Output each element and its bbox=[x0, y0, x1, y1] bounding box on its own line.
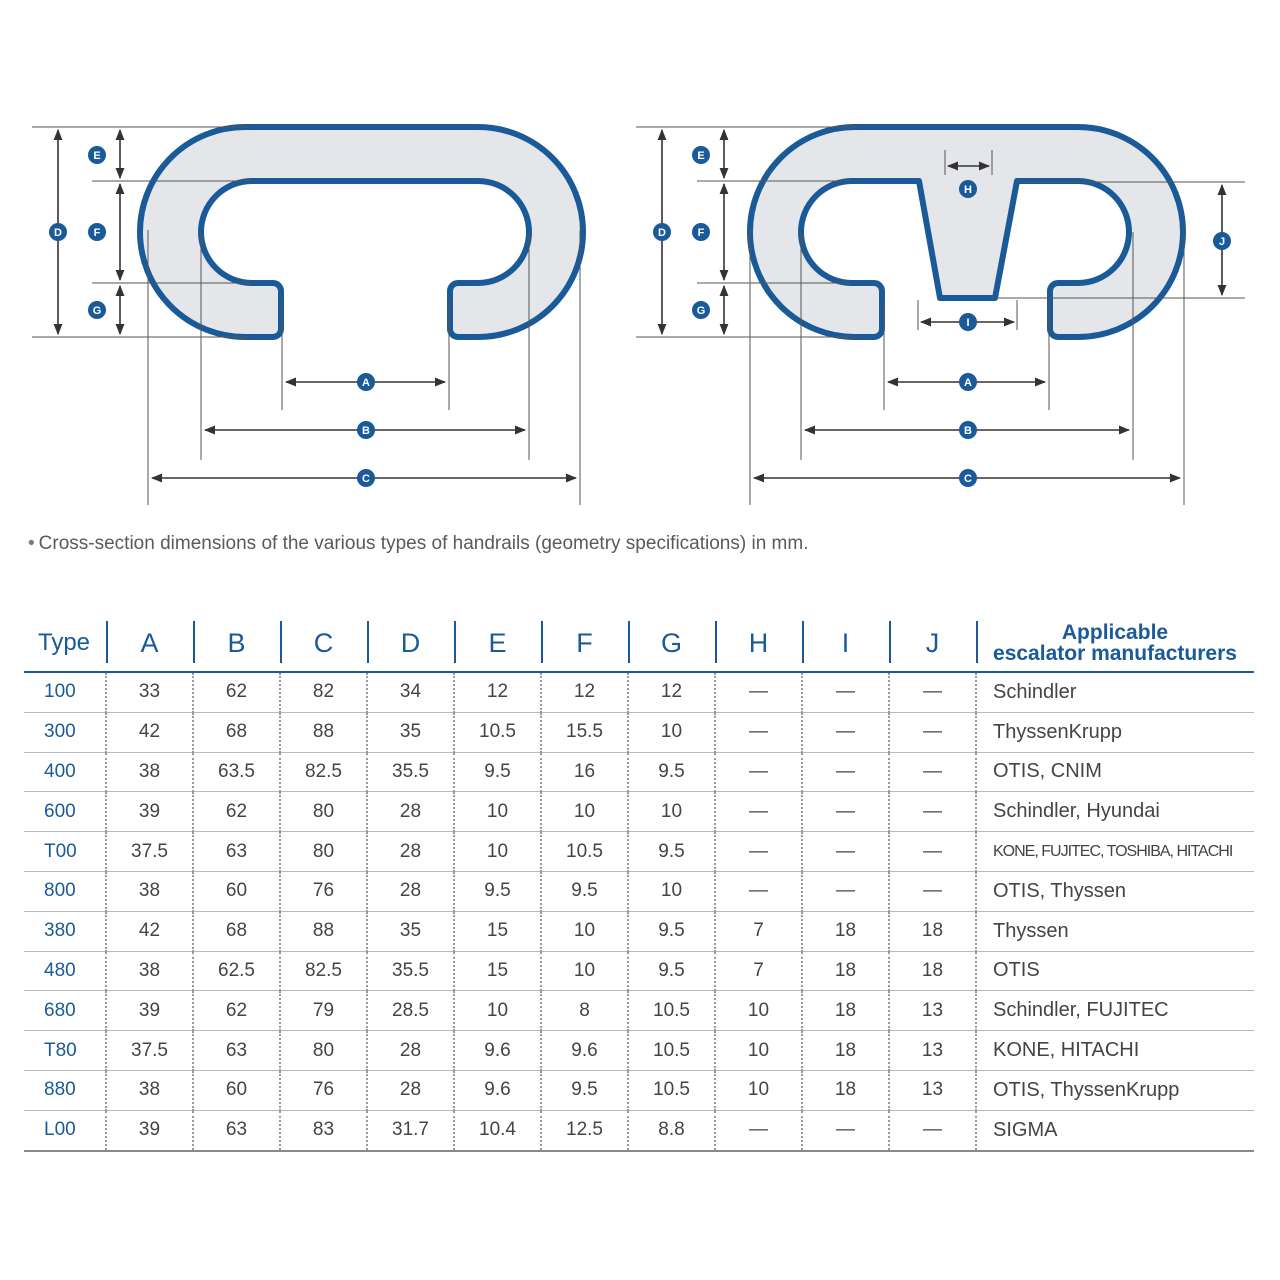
svg-text:D: D bbox=[658, 227, 666, 239]
svg-text:B: B bbox=[964, 425, 972, 437]
cell-j: 18 bbox=[889, 911, 976, 951]
cell-e: 10 bbox=[454, 792, 541, 832]
header-g: G bbox=[628, 615, 715, 672]
cell-c: 76 bbox=[280, 1070, 367, 1110]
header-b: B bbox=[193, 615, 280, 672]
cell-g: 10.5 bbox=[628, 1031, 715, 1071]
cell-d: 28 bbox=[367, 1070, 454, 1110]
cell-a: 33 bbox=[106, 672, 193, 712]
table-row bbox=[24, 792, 1254, 832]
svg-text:A: A bbox=[964, 377, 972, 389]
header-c: C bbox=[280, 615, 367, 672]
cell-e: 10.4 bbox=[454, 1110, 541, 1150]
cell-type: 380 bbox=[24, 911, 106, 951]
cell-g: 10.5 bbox=[628, 1070, 715, 1110]
cell-b: 63 bbox=[193, 832, 280, 872]
svg-text:D: D bbox=[54, 227, 62, 239]
cell-d: 28 bbox=[367, 832, 454, 872]
cell-manufacturers: OTIS, Thyssen bbox=[976, 871, 1254, 911]
svg-text:G: G bbox=[696, 305, 706, 317]
cell-i: — bbox=[802, 1110, 889, 1150]
cell-type: 100 bbox=[24, 672, 106, 712]
cell-h: — bbox=[715, 1110, 802, 1150]
cell-j: 13 bbox=[889, 1070, 976, 1110]
handrail-cross-section-diagrams bbox=[0, 0, 1280, 520]
header-f: F bbox=[541, 615, 628, 672]
cell-a: 37.5 bbox=[106, 1031, 193, 1071]
cell-manufacturers: KONE, HITACHI bbox=[976, 1031, 1254, 1071]
table-row bbox=[24, 672, 1254, 712]
cell-c: 76 bbox=[280, 871, 367, 911]
cell-f: 8 bbox=[541, 991, 628, 1031]
cell-c: 80 bbox=[280, 832, 367, 872]
cell-j: — bbox=[889, 672, 976, 712]
cell-f: 10 bbox=[541, 951, 628, 991]
cell-b: 60 bbox=[193, 871, 280, 911]
cell-c: 88 bbox=[280, 712, 367, 752]
cell-b: 62 bbox=[193, 792, 280, 832]
cell-j: 13 bbox=[889, 991, 976, 1031]
cell-f: 15.5 bbox=[541, 712, 628, 752]
cell-a: 39 bbox=[106, 1110, 193, 1150]
cell-c: 88 bbox=[280, 911, 367, 951]
cell-a: 42 bbox=[106, 712, 193, 752]
table-row bbox=[24, 871, 1254, 911]
cell-e: 9.5 bbox=[454, 871, 541, 911]
cell-h: — bbox=[715, 832, 802, 872]
badge-right-H bbox=[959, 180, 977, 198]
cell-manufacturers: Schindler, FUJITEC bbox=[976, 991, 1254, 1031]
cell-manufacturers: Schindler, Hyundai bbox=[976, 792, 1254, 832]
profile-right-shape bbox=[750, 127, 1183, 337]
cell-e: 15 bbox=[454, 911, 541, 951]
cell-h: — bbox=[715, 792, 802, 832]
cell-type: 800 bbox=[24, 871, 106, 911]
cell-type: T80 bbox=[24, 1031, 106, 1071]
badge-right-G bbox=[692, 301, 710, 319]
cell-g: 9.5 bbox=[628, 951, 715, 991]
cell-i: 18 bbox=[802, 911, 889, 951]
table-row bbox=[24, 1031, 1254, 1071]
cell-g: 9.5 bbox=[628, 832, 715, 872]
header-h: H bbox=[715, 615, 802, 672]
badge-right-F bbox=[692, 223, 710, 241]
svg-text:A: A bbox=[362, 377, 370, 389]
cell-d: 28 bbox=[367, 1031, 454, 1071]
cell-type: L00 bbox=[24, 1110, 106, 1150]
header-j: J bbox=[889, 615, 976, 672]
badge-right-B bbox=[959, 421, 977, 439]
cell-b: 63.5 bbox=[193, 752, 280, 792]
cell-c: 82 bbox=[280, 672, 367, 712]
cell-manufacturers: Schindler bbox=[976, 672, 1254, 712]
cell-e: 10 bbox=[454, 991, 541, 1031]
cell-i: 18 bbox=[802, 1031, 889, 1071]
cell-g: 10.5 bbox=[628, 991, 715, 1031]
table-row bbox=[24, 752, 1254, 792]
cell-manufacturers: KONE, FUJITEC, TOSHIBA, HITACHI bbox=[976, 832, 1254, 872]
cell-f: 10 bbox=[541, 911, 628, 951]
badge-left-B bbox=[357, 421, 375, 439]
profile-right bbox=[750, 127, 1183, 337]
cell-a: 42 bbox=[106, 911, 193, 951]
header-i: I bbox=[802, 615, 889, 672]
cell-e: 9.6 bbox=[454, 1031, 541, 1071]
handrail-spec-table bbox=[24, 615, 1254, 1152]
cell-h: 7 bbox=[715, 951, 802, 991]
cell-h: — bbox=[715, 871, 802, 911]
cell-e: 15 bbox=[454, 951, 541, 991]
cell-h: — bbox=[715, 672, 802, 712]
cell-i: — bbox=[802, 712, 889, 752]
cell-d: 35.5 bbox=[367, 951, 454, 991]
cell-c: 80 bbox=[280, 1031, 367, 1071]
badge-right-I bbox=[959, 313, 977, 331]
cell-b: 68 bbox=[193, 712, 280, 752]
cell-f: 9.5 bbox=[541, 871, 628, 911]
svg-text:I: I bbox=[966, 317, 970, 329]
cell-type: 300 bbox=[24, 712, 106, 752]
cell-j: — bbox=[889, 752, 976, 792]
header-manufacturers: Applicable escalator manufacturers bbox=[976, 615, 1254, 672]
cell-a: 39 bbox=[106, 991, 193, 1031]
cell-d: 28.5 bbox=[367, 991, 454, 1031]
cell-g: 12 bbox=[628, 672, 715, 712]
cell-j: — bbox=[889, 1110, 976, 1150]
cell-f: 12 bbox=[541, 672, 628, 712]
cell-h: 10 bbox=[715, 991, 802, 1031]
cell-a: 38 bbox=[106, 752, 193, 792]
cell-i: 18 bbox=[802, 991, 889, 1031]
cell-g: 10 bbox=[628, 871, 715, 911]
cell-b: 60 bbox=[193, 1070, 280, 1110]
cell-h: — bbox=[715, 752, 802, 792]
cell-d: 35 bbox=[367, 911, 454, 951]
badge-right-J bbox=[1213, 232, 1231, 250]
diagram-caption bbox=[28, 533, 808, 555]
table-row bbox=[24, 712, 1254, 752]
cell-i: — bbox=[802, 752, 889, 792]
cell-type: 600 bbox=[24, 792, 106, 832]
cell-j: 13 bbox=[889, 1031, 976, 1071]
badge-left-D bbox=[49, 223, 67, 241]
table-row bbox=[24, 951, 1254, 991]
svg-text:F: F bbox=[697, 227, 705, 239]
header-type: Type bbox=[24, 615, 106, 672]
profile-left-shape bbox=[140, 127, 583, 337]
cell-g: 8.8 bbox=[628, 1110, 715, 1150]
header-d: D bbox=[367, 615, 454, 672]
cell-a: 39 bbox=[106, 792, 193, 832]
profile-left bbox=[140, 127, 583, 337]
cell-a: 38 bbox=[106, 1070, 193, 1110]
cell-i: 18 bbox=[802, 1070, 889, 1110]
cell-j: — bbox=[889, 712, 976, 752]
cell-a: 37.5 bbox=[106, 832, 193, 872]
cell-e: 9.6 bbox=[454, 1070, 541, 1110]
cell-c: 82.5 bbox=[280, 951, 367, 991]
cell-f: 9.6 bbox=[541, 1031, 628, 1071]
cell-i: — bbox=[802, 672, 889, 712]
cell-i: — bbox=[802, 871, 889, 911]
cell-d: 34 bbox=[367, 672, 454, 712]
cell-d: 28 bbox=[367, 792, 454, 832]
cell-h: 10 bbox=[715, 1070, 802, 1110]
badge-left-C bbox=[357, 469, 375, 487]
cell-d: 31.7 bbox=[367, 1110, 454, 1150]
cell-e: 10.5 bbox=[454, 712, 541, 752]
svg-text:G: G bbox=[92, 305, 102, 317]
badge-right-A bbox=[959, 373, 977, 391]
cell-j: — bbox=[889, 792, 976, 832]
cell-e: 12 bbox=[454, 672, 541, 712]
cell-a: 38 bbox=[106, 951, 193, 991]
cell-type: 680 bbox=[24, 991, 106, 1031]
cell-f: 16 bbox=[541, 752, 628, 792]
svg-text:H: H bbox=[964, 184, 972, 196]
table-header-row bbox=[24, 615, 1254, 672]
svg-text:E: E bbox=[697, 150, 705, 162]
cell-manufacturers: Thyssen bbox=[976, 911, 1254, 951]
cell-g: 9.5 bbox=[628, 752, 715, 792]
cell-e: 10 bbox=[454, 832, 541, 872]
badge-left-F bbox=[88, 223, 106, 241]
table-row bbox=[24, 911, 1254, 951]
cell-b: 62.5 bbox=[193, 951, 280, 991]
cell-manufacturers: SIGMA bbox=[976, 1110, 1254, 1150]
cell-d: 35 bbox=[367, 712, 454, 752]
cell-j: — bbox=[889, 832, 976, 872]
cell-manufacturers: ThyssenKrupp bbox=[976, 712, 1254, 752]
cell-d: 35.5 bbox=[367, 752, 454, 792]
cell-h: — bbox=[715, 712, 802, 752]
badge-left-E bbox=[88, 146, 106, 164]
cell-h: 7 bbox=[715, 911, 802, 951]
cell-i: 18 bbox=[802, 951, 889, 991]
badge-right-D bbox=[653, 223, 671, 241]
cell-f: 10 bbox=[541, 792, 628, 832]
cell-b: 68 bbox=[193, 911, 280, 951]
svg-text:J: J bbox=[1218, 236, 1226, 248]
cell-f: 9.5 bbox=[541, 1070, 628, 1110]
svg-text:F: F bbox=[93, 227, 101, 239]
cell-f: 12.5 bbox=[541, 1110, 628, 1150]
table-row bbox=[24, 1110, 1254, 1150]
cell-manufacturers: OTIS, CNIM bbox=[976, 752, 1254, 792]
cell-type: 880 bbox=[24, 1070, 106, 1110]
badge-left-G bbox=[88, 301, 106, 319]
cell-type: T00 bbox=[24, 832, 106, 872]
badge-right-E bbox=[692, 146, 710, 164]
cell-c: 79 bbox=[280, 991, 367, 1031]
table-body bbox=[24, 672, 1254, 1151]
badge-right-C bbox=[959, 469, 977, 487]
cell-j: 18 bbox=[889, 951, 976, 991]
cell-c: 83 bbox=[280, 1110, 367, 1150]
cell-f: 10.5 bbox=[541, 832, 628, 872]
cell-b: 62 bbox=[193, 672, 280, 712]
cell-j: — bbox=[889, 871, 976, 911]
header-a: A bbox=[106, 615, 193, 672]
cell-g: 10 bbox=[628, 712, 715, 752]
cell-manufacturers: OTIS bbox=[976, 951, 1254, 991]
svg-text:C: C bbox=[362, 473, 370, 485]
cell-type: 400 bbox=[24, 752, 106, 792]
header-e: E bbox=[454, 615, 541, 672]
cell-b: 63 bbox=[193, 1031, 280, 1071]
svg-text:E: E bbox=[93, 150, 101, 162]
cell-a: 38 bbox=[106, 871, 193, 911]
cell-b: 63 bbox=[193, 1110, 280, 1150]
cell-c: 80 bbox=[280, 792, 367, 832]
caption-text: Cross-section dimensions of the various types of handrails (geometry specifications) in mm. bbox=[38, 533, 809, 554]
cell-g: 10 bbox=[628, 792, 715, 832]
table-row bbox=[24, 1070, 1254, 1110]
svg-text:C: C bbox=[964, 473, 972, 485]
cell-i: — bbox=[802, 792, 889, 832]
cell-g: 9.5 bbox=[628, 911, 715, 951]
cell-b: 62 bbox=[193, 991, 280, 1031]
table-row bbox=[24, 832, 1254, 872]
cell-c: 82.5 bbox=[280, 752, 367, 792]
cell-manufacturers: OTIS, ThyssenKrupp bbox=[976, 1070, 1254, 1110]
cell-e: 9.5 bbox=[454, 752, 541, 792]
svg-text:B: B bbox=[362, 425, 370, 437]
caption-bullet: • bbox=[28, 533, 35, 554]
cell-i: — bbox=[802, 832, 889, 872]
table-row bbox=[24, 991, 1254, 1031]
cell-type: 480 bbox=[24, 951, 106, 991]
badge-left-A bbox=[357, 373, 375, 391]
cell-d: 28 bbox=[367, 871, 454, 911]
cell-h: 10 bbox=[715, 1031, 802, 1071]
